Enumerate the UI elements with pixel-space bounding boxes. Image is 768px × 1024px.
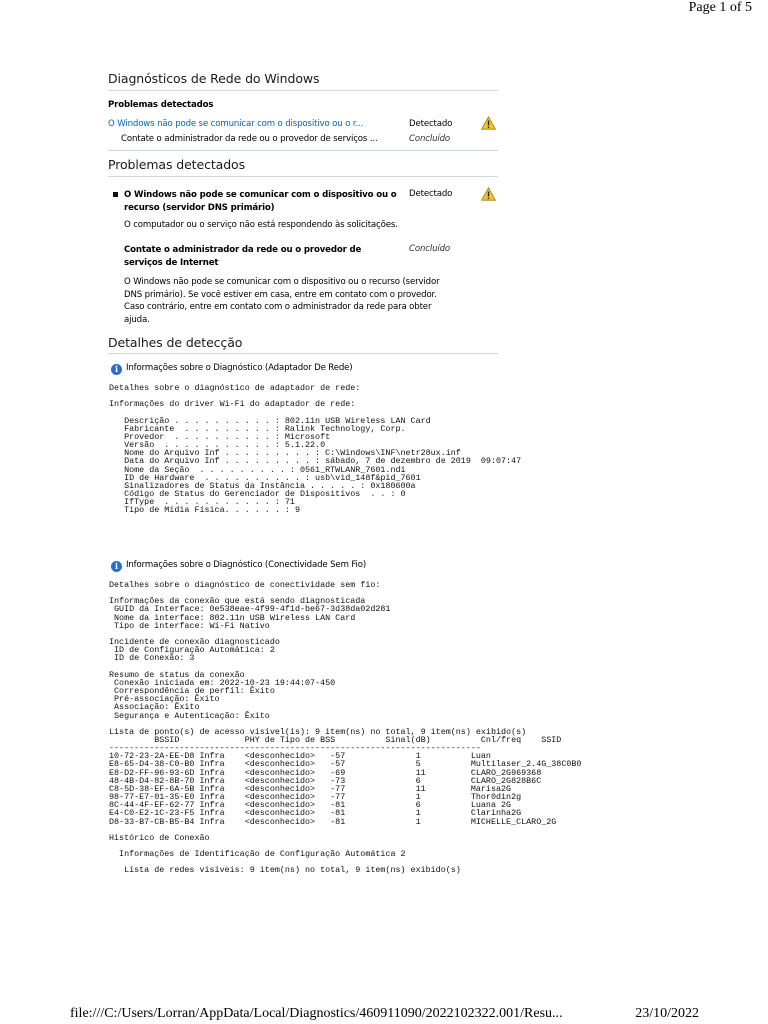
summary-problem-link[interactable]: O Windows não pode se comunicar com o dispositivo ou o r... xyxy=(108,119,364,129)
problem-2-title: Contate o administrador da rede ou o provedor de serviços de Internet xyxy=(124,245,362,268)
adapter-details-text: Detalhes sobre o diagnóstico de adaptador de rede: Informações do driver Wi-Fi do adaptador de rede: Descrição . . . . . . . . . . : 802.11n USB Wireless LAN Card Fabricante . . . . . . . . . : Ralink Technology, Corp. Provedor . . . . . . . . . . : Microsoft Versão . . . . . . . . . . . : 5.1.22.0 Nome do Arquivo Inf . . . . . . . . . : C:\Windows\INF\netr28ux.inf Data do Arquivo Inf . . . . . . . . . : sábado, 7 de dezembro de 2019 09:07:47 Nome da Seção . . . . . . . . . : 0561_RTWLANR_7601.ndi ID de Hardware . . . . . . . . . . : usb\vid_148f&pid_7601 Sinalizadores de Status da Instância . . . . . : 0x180600a Código de Status do Gerenciador de Dispositivos . . : 0 IfType . . . . . . . . . . . : 71 Tipo de Mídia Física. . . . . . : 9 xyxy=(109,383,522,516)
detection-divider xyxy=(108,353,498,354)
title-divider xyxy=(108,90,498,91)
wireless-details-text: Detalhes sobre o diagnóstico de conectividade sem fio: Informações da conexão que está sendo diagnosticada GUID da Interface: 0e538eae-4f99-4f1d-be67-3d38da02d281 Nome da interface: 802.11n USB Wireless LAN Card Tipo de interface: Wi-Fi Nativo Incidente de conexão diagnosticado ID de Configuração Automática: 2 ID de Conexão: 3 Resumo de status da conexão Conexão iniciada em: 2022-10-23 19:44:07-450 Correspondência de perfil: Êxito Pré-associação: Êxito Associação: Êxito Segurança e Autenticação: Êxito Lista de ponto(s) de acesso visível(is): 9 item(ns) no total, 9 item(ns) exibido(s) BSSID PHY de Tipo de BSS Sinal(dB) Cnl/freq SSID -------------------------------------------------------------------------- 10-72-23-2A-EE-D8 Infra <desconhecido> -57 1 Luan E8-65-D4-38-C0-B0 Infra <desconhecido> -57 5 Multilaser_2.4G_38C0B0 E8-D2-FF-96-93-6D Infra <desconhecido> -69 11 CLARO_2G969368 48-4B-D4-82-8B-70 Infra <desconhecido> -73 6 CLARO_2G828B6C C8-5D-38-EF-6A-5B Infra <desconhecido> -77 11 Marisa2G 98-77-E7-01-35-E0 Infra <desconhecido> -77 1 Thor0din2g 8C-44-4F-EF-62-77 Infra <desconhecido> -81 6 Luana 2G E4-C0-E2-1C-23-F5 Infra <desconhecido> -81 1 Clarinha2G D8-33-B7-CB-B5-B4 Infra <desconhecido> -81 1 MICHELLE_CLARO_2G Histórico de Conexão Informações de Identificação de Configuração Automática 2 Lista de redes visíveis: 9 item(ns) no total, 9 item(ns) exibido(s) xyxy=(109,580,582,876)
page-number: Page 1 of 5 xyxy=(688,0,752,15)
summary-heading: Problemas detectados xyxy=(108,100,214,110)
summary-status-detected: Detectado xyxy=(409,119,453,129)
info-icon: i xyxy=(111,364,122,375)
warning-icon xyxy=(481,187,496,201)
footer-file-path: file:///C:/Users/Lorran/AppData/Local/Diagnostics/460911090/2022102322.001/Resu... xyxy=(70,1006,563,1021)
info-icon: i xyxy=(111,561,122,572)
problem-1-status: Detectado xyxy=(409,189,453,199)
summary-contact-row: Contate o administrador da rede ou o provedor de serviços ... xyxy=(121,134,378,144)
summary-status-done: Concluído xyxy=(409,134,451,144)
footer-date: 23/10/2022 xyxy=(635,1006,699,1021)
bullet-marker xyxy=(113,192,118,197)
problem-1-title: O Windows não pode se comunicar com o dispositivo ou o recurso (servidor DNS primário) xyxy=(124,190,397,213)
summary-divider xyxy=(108,150,498,151)
wireless-info-title: Informações sobre o Diagnóstico (Conectividade Sem Fio) xyxy=(126,560,367,570)
adapter-info-title: Informações sobre o Diagnóstico (Adaptador De Rede) xyxy=(126,363,353,373)
problems-heading: Problemas detectados xyxy=(108,157,245,172)
problem-1-description: O computador ou o serviço não está respondendo às solicitações. xyxy=(124,220,398,230)
warning-icon xyxy=(481,116,496,130)
page-title: Diagnósticos de Rede do Windows xyxy=(108,71,320,86)
problems-divider xyxy=(108,176,498,177)
problem-2-status: Concluído xyxy=(409,244,451,254)
problem-2-description: O Windows não pode se comunicar com o dispositivo ou o recurso (servidor DNS primário). Se você estiver em casa, entre em contato com o provedor. Caso contrário, entre em contato com o administrador da rede para obter ajuda. xyxy=(124,277,440,325)
detection-heading: Detalhes de detecção xyxy=(108,335,243,350)
